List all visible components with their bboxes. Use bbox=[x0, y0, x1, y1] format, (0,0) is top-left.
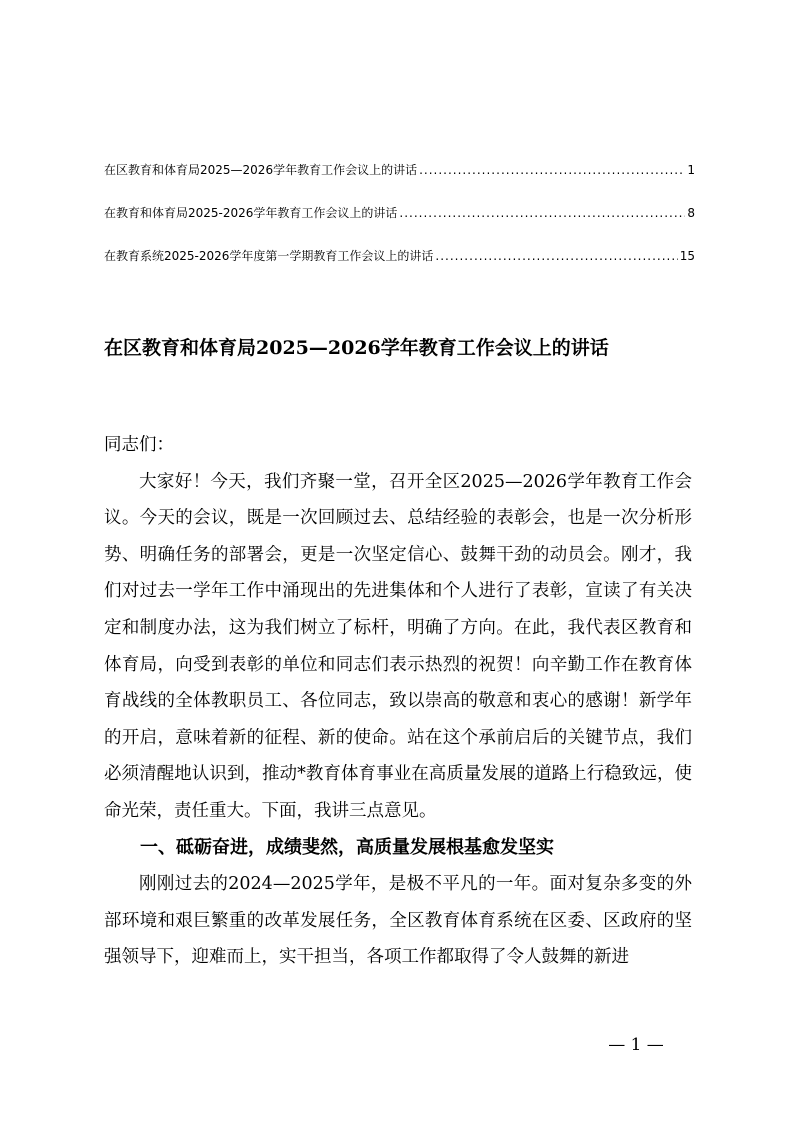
toc-entry-page: 8 bbox=[687, 206, 695, 220]
toc-dot-leader bbox=[435, 246, 677, 266]
toc-entry[interactable] bbox=[104, 203, 695, 246]
salutation: 同志们： bbox=[104, 435, 174, 455]
body-paragraph: 大家好！今天，我们齐聚一堂，召开全区2025—2026学年教育工作会议。今天的会议，既是一次回顾过去、总结经验的表彰会，也是一次分析形势、明确任务的部署会，更是一次坚定信心、鼓舞干劲的动员会。刚才，我们对过去一学年工作中涌现出的先进集体和个人进行了表彰，宣读了有关决定和制度办法，这为我们树立了标杆，明确了方向。在此，我代表区教育和体育局，向受到表彰的单位和同志们表示热烈的祝贺！向辛勤工作在教育体育战线的全体教职员工、各位同志，致以崇高的敬意和衷心的感谢！新学年的开启，意味着新的征程、新的使命。站在这个承前启后的关键节点，我们必须清醒地认识到，推动*教育体育事业在高质量发展的道路上行稳致远，使命光荣，责任重大。下面，我讲三点意见。 bbox=[104, 471, 692, 821]
table-of-contents bbox=[104, 160, 695, 289]
toc-entry-page: 1 bbox=[687, 163, 695, 177]
section-heading: 一、砥砺奋进，成绩斐然，高质量发展根基愈发坚实 bbox=[140, 836, 554, 858]
toc-entry-title: 在教育和体育局2025-2026学年教育工作会议上的讲话 bbox=[104, 206, 398, 220]
toc-entry-title: 在教育系统2025-2026学年度第一学期教育工作会议上的讲话 bbox=[104, 249, 434, 263]
document-body bbox=[104, 427, 692, 976]
toc-entry[interactable] bbox=[104, 160, 695, 203]
toc-entry[interactable] bbox=[104, 246, 695, 289]
document-title: 在区教育和体育局2025—2026学年教育工作会议上的讲话 bbox=[104, 337, 609, 359]
page-number: — 1 — bbox=[608, 1035, 664, 1055]
toc-dot-leader bbox=[419, 160, 685, 180]
toc-entry-title: 在区教育和体育局2025—2026学年教育工作会议上的讲话 bbox=[104, 163, 418, 177]
toc-dot-leader bbox=[399, 203, 685, 223]
body-paragraph: 刚刚过去的2024—2025学年，是极不平凡的一年。面对复杂多变的外部环境和艰巨繁重的改革发展任务，全区教育体育系统在区委、区政府的坚强领导下，迎难而上，实干担当，各项工作都取得了令人鼓舞的新进 bbox=[104, 874, 692, 968]
toc-entry-page: 15 bbox=[679, 249, 695, 263]
